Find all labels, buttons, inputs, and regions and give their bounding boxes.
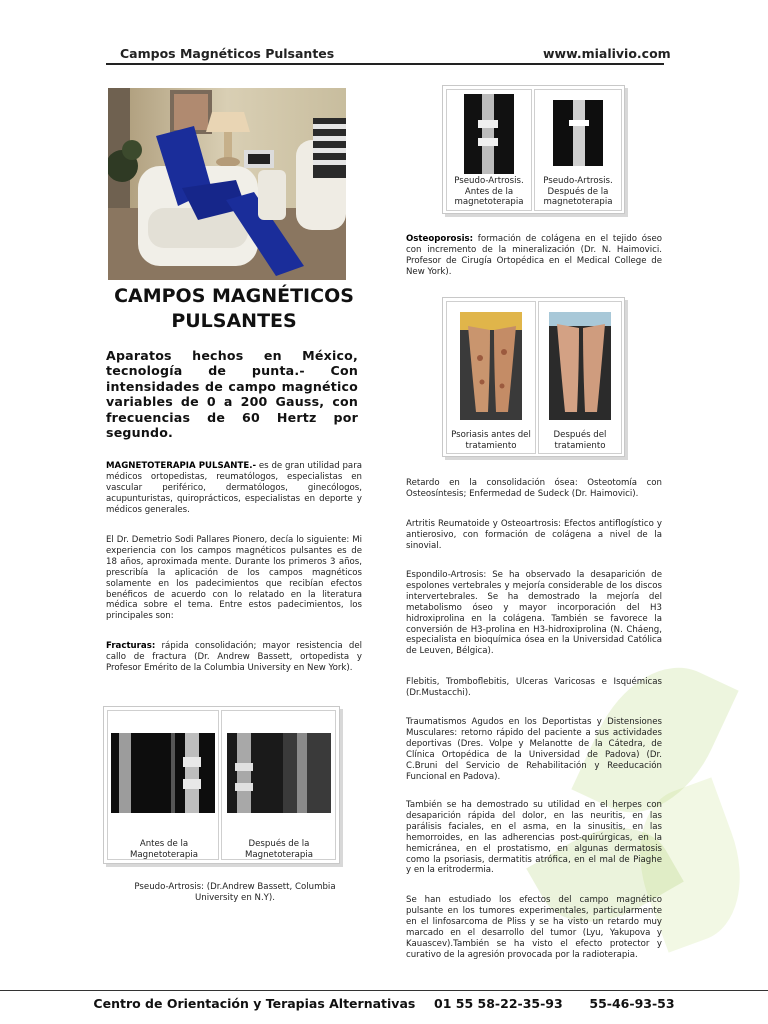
paragraph-retardo-consolidacion: Retardo en la consolidación ósea: Osteotomía con Osteosíntesis; Enfermedad de Sudeck (Dr. Haimovici). [406, 478, 662, 499]
figure-pseudoartrosis-xray [103, 706, 340, 864]
paragraph-heading: MAGNETOTERAPIA PULSANTE.- [106, 461, 257, 471]
figure-psoriasis [442, 297, 625, 457]
footer-phone-primary[interactable]: 01 55 58-22-35-93 [434, 996, 563, 1011]
paragraph-body: formación de colágena en el tejido óseo con incremento de la mineralización (Dr. N. Haimovici. Profesor de Cirugía Ortopédica en el Medical College de New York). [406, 234, 662, 277]
legs-after-image [549, 312, 611, 420]
paragraph-body: es de gran utilidad para médicos ortopedistas, reumatólogos, especialistas en vascular periférico, dermatólogos, ginecólogos, acupunturistas, quiroprácticos, especialistas en deporte y médicos generales. [106, 461, 362, 515]
paragraph-magnetoterapia [106, 461, 362, 516]
xray-after-image [227, 733, 331, 813]
header-website[interactable]: www.mialivio.com [543, 46, 671, 61]
paragraph-body: rápida consolidación; mayor resistencia del callo de fractura (Dr. Andrew Bassett, ortopedista y Profesor Emérito de la Columbia University en New York). [106, 641, 362, 673]
footer [0, 996, 768, 1011]
figure-cell-after [221, 710, 336, 860]
figure-caption-before: Antes de la Magnetoterapia [129, 839, 199, 860]
paragraph-traumatismos: Traumatismos Agudos en los Deportistas y Distensiones Musculares: retorno rápido del paciente a sus actividades deportivas (Dres. Volpe y Melanotte de la Cátedra, de Clínica Ortopédica de la Universidad de Padova) (Dr. C.Bruni del Servicio de Rehabilitación y Reeducación Funcional en Padova). [406, 717, 662, 782]
figure-caption-before: Psoriasis antes del tratamiento [451, 430, 531, 451]
intro-text: Aparatos hechos en México, tecnología de punta.- Con intensidades de campo magnético variables de 0 a 200 Gauss, con frecuencias de 60 Hertz por segundo. [106, 348, 358, 441]
figure-caption-pseudoartrosis: Pseudo-Artrosis: (Dr.Andrew Bassett, Columbia University en N.Y). [134, 882, 336, 903]
photo-magnetic-chair [108, 88, 346, 280]
legs-before-image [460, 312, 522, 420]
paragraph-heading: Osteoporosis: [406, 234, 474, 244]
figure-caption-after: Pseudo-Artrosis. Después de la magnetoterapia [543, 176, 613, 207]
figure-caption-before: Pseudo-Artrosis. Antes de la magnetoterapia [454, 176, 524, 207]
figure-cell-before [107, 710, 219, 860]
paragraph-herpes: También se ha demostrado su utilidad en el herpes con desaparición rápida del dolor, en las neuritis, en las parálisis faciales, en el asma, en la sinusitis, en las hemorroides, en las adherencias post-quirúrgicas, en la hemicránea, en el prostatismo, en algunas dermatosis como la psoriasis, dermatitis atrófica, en el mal de Piaghe y en la eritrodermia. [406, 800, 662, 876]
paragraph-fracturas [106, 641, 362, 674]
paragraph-artritis: Artritis Reumatoide y Osteoartrosis: Efectos antiflogístico y antierosivo, con formación de colágena a nivel de la sinovial. [406, 519, 662, 551]
footer-rule [0, 990, 768, 991]
figure-caption-after: Después de la Magnetoterapia [244, 839, 314, 860]
paragraph-sodi-pallares: El Dr. Demetrio Sodi Pallares Pionero, decía lo siguiente: Mi experiencia con los campos magnéticos pulsantes es de 18 años, aproximada mente. Durante los primeros 3 años, prescribía la aplicación de los campos magnéticos solamente en los padecimientos que recibían efectos benéficos de acuerdo con lo relatado en la literatura médica sobre el tema. Entre estos padecimientos, los principales son: [106, 535, 362, 622]
paragraph-tumores: Se han estudiado los efectos del campo magnético pulsante en los tumores experimentales, particularmente en el linfosarcoma de Pliss y se ha visto un retardo muy marcado en el desarrollo del tumor (Lyu, Yakupova y Kauascev).También se ha visto el efecto protector y curativo de la agresión provocada por la radioterapia. [406, 895, 662, 960]
paragraph-espondilo-artrosis: Espondilo-Artrosis: Se ha observado la desaparición de espolones vertebrales y mejoría considerable de los discos intervertebrales. Se ha demostrado la mejoría del metabolismo óseo y mayor incorporación del H3 hidroxiprolina en la colágena. También se favorece la conversión de H3-prolina en H3-hidroxiprolina (N. Cháeng, especialista en bioquímica ósea en la Universidad Católica de Leuven, Bélgica). [406, 570, 662, 657]
paragraph-flebitis: Flebitis, Tromboflebitis, Ulceras Varicosas e Isquémicas (Dr.Mustacchi). [406, 677, 662, 698]
xray-before-image [464, 94, 514, 174]
xray-before-image [111, 733, 215, 813]
chair-room-illustration [108, 88, 346, 280]
figure-cell-after [538, 301, 622, 454]
figure-caption-after: Después del tratamiento [553, 430, 607, 451]
paragraph-osteoporosis [406, 234, 662, 278]
footer-organization: Centro de Orientación y Terapias Alternativas [93, 996, 416, 1011]
header-rule [106, 63, 664, 65]
figure-cell-before [446, 301, 536, 454]
figure-pseudoartrosis-top [442, 85, 625, 214]
page-title: CAMPOS MAGNÉTICOS PULSANTES [114, 285, 354, 332]
paragraph-heading: Fracturas: [106, 641, 156, 651]
xray-after-image [553, 100, 603, 166]
footer-phone-secondary[interactable]: 55-46-93-53 [589, 996, 675, 1011]
figure-cell-after [534, 89, 622, 211]
figure-cell-before [446, 89, 532, 211]
header-title: Campos Magnéticos Pulsantes [120, 46, 335, 61]
